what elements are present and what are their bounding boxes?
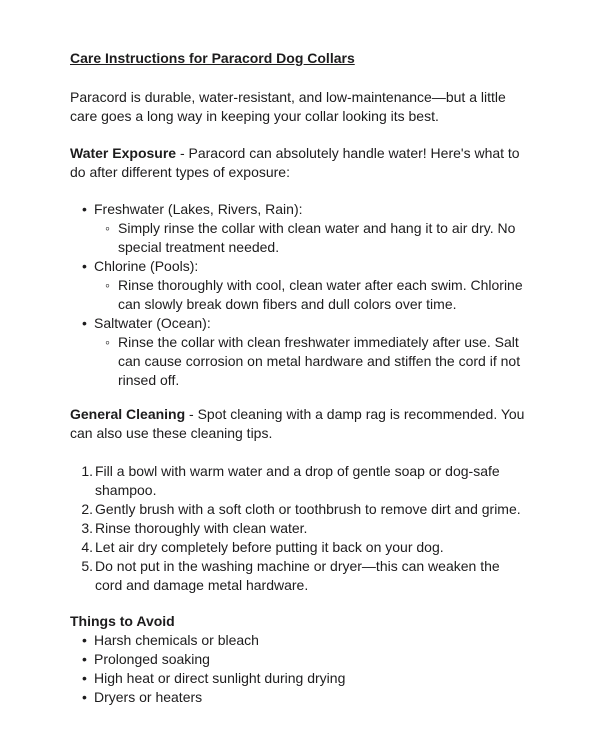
list-item-text: • Prolonged soaking: [94, 651, 210, 667]
step-number: 5.: [81, 558, 93, 574]
list-item-text: • Harsh chemicals or bleach: [94, 632, 259, 648]
list-item-text: • Dryers or heaters: [94, 689, 202, 705]
step-text: Fill a bowl with warm water and a drop of gentle soap or dog-safe shampoo.: [95, 463, 500, 498]
list-item: [70, 631, 530, 650]
list-item: [70, 669, 530, 688]
list-item-label: • Freshwater (Lakes, Rivers, Rain):: [94, 201, 303, 217]
water-exposure-paragraph: [70, 144, 530, 182]
list-item: [70, 688, 530, 707]
step-text: Rinse thoroughly with clean water.: [95, 520, 308, 536]
sublist-item-text: ◦ Rinse the collar with clean freshwater immediately after use. Salt can cause corrosion on metal hardware and stiffen the cord if not rinsed off.: [118, 334, 520, 388]
step-item: [70, 519, 530, 538]
water-exposure-heading: Water Exposure: [70, 145, 177, 161]
sublist: [94, 276, 530, 314]
list-item-text: • High heat or direct sunlight during drying: [94, 670, 345, 686]
general-cleaning-heading: General Cleaning: [70, 406, 186, 422]
cleaning-steps-list: [70, 462, 530, 595]
list-item-chlorine: [70, 257, 530, 314]
step-text: Gently brush with a soft cloth or toothbrush to remove dirt and grime.: [95, 501, 521, 517]
general-cleaning-paragraph: [70, 405, 530, 443]
step-number: 1.: [81, 463, 93, 479]
step-text: Let air dry completely before putting it back on your dog.: [95, 539, 444, 555]
sublist-item: [94, 333, 530, 390]
list-item-label: • Chlorine (Pools):: [94, 258, 198, 274]
list-item-label: • Saltwater (Ocean):: [94, 315, 211, 331]
step-item: [70, 462, 530, 500]
list-item-freshwater: [70, 200, 530, 257]
water-exposure-list: [70, 200, 530, 390]
sublist-item-text: ◦ Rinse thoroughly with cool, clean water after each swim. Chlorine can slowly break down fibers and dull colors over time.: [118, 277, 523, 312]
sublist-item: [94, 276, 530, 314]
step-number: 2.: [81, 501, 93, 517]
step-item: [70, 538, 530, 557]
document-title: Care Instructions for Paracord Dog Collars: [70, 50, 355, 66]
list-item: [70, 650, 530, 669]
step-number: 4.: [81, 539, 93, 555]
water-exposure-text: - Paracord can absolutely handle water! Here's what to do after different types of exposure:: [70, 145, 520, 180]
step-item: [70, 557, 530, 595]
sublist-item-text: ◦ Simply rinse the collar with clean water and hang it to air dry. No special treatment needed.: [118, 220, 515, 255]
list-item-saltwater: [70, 314, 530, 390]
things-to-avoid-list: [70, 631, 530, 707]
general-cleaning-text: - Spot cleaning with a damp rag is recommended. You can also use these cleaning tips.: [70, 406, 525, 441]
step-item: [70, 500, 530, 519]
things-to-avoid-heading: Things to Avoid: [70, 613, 175, 629]
sublist-item: [94, 219, 530, 257]
sublist: [94, 219, 530, 257]
step-number: 3.: [81, 520, 93, 536]
sublist: [94, 333, 530, 390]
step-text: Do not put in the washing machine or dryer—this can weaken the cord and damage metal hardware.: [95, 558, 500, 593]
intro-paragraph: Paracord is durable, water-resistant, and low-maintenance—but a little care goes a long way in keeping your collar looking its best.: [70, 89, 506, 124]
title-line: [70, 49, 530, 68]
